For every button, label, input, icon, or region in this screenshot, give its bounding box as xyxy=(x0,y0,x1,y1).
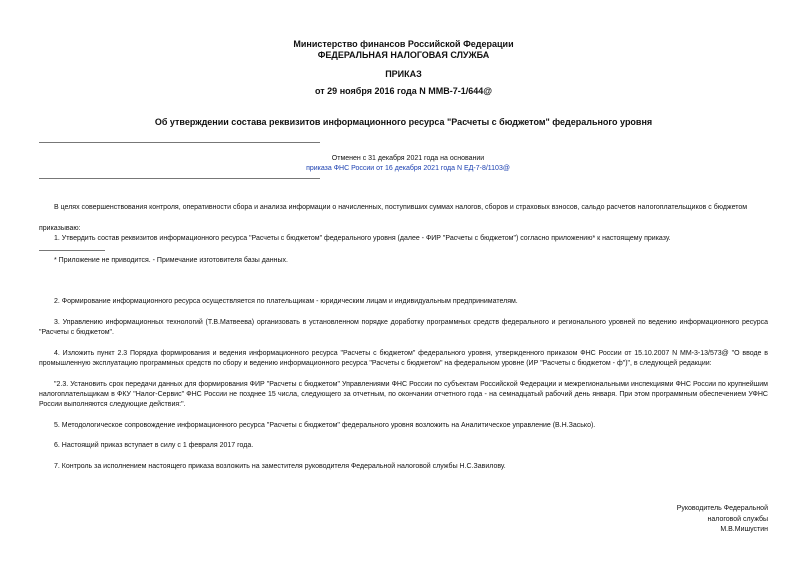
doc-date-number: от 29 ноября 2016 года N ММВ-7-1/644@ xyxy=(315,86,492,96)
paragraph-1: 1. Утвердить состав реквизитов информационного ресурса "Расчеты с бюджетом" федерального уровня (далее - ФИР "Расчеты с бюджетом") согласно приложению* к настоящему приказу. xyxy=(54,235,671,242)
paragraph-2: 2. Формирование информационного ресурса осуществляется по плательщикам - юридическим лицам и индивидуальным предпринимателям. xyxy=(54,298,518,305)
signature-position: Руководитель Федеральной xyxy=(676,505,768,512)
footnote: * Приложение не приводится. - Примечание изготовителя базы данных. xyxy=(54,257,288,264)
footnote-divider xyxy=(39,250,105,251)
paragraph-3: 3. Управлению информационных технологий (Т.В.Матвеева) организовать в установленном порядке доработку программных средств федерального и регионального уровней по ведению информационного ресурса "Расчеты с бюджетом". xyxy=(39,319,768,336)
paragraph-4: 4. Изложить пункт 2.3 Порядка формирования и ведения информационного ресурса "Расчеты с бюджетом" федерального уровня, утвержденного приказом ФНС России от 15.10.2007 N ММ-3-13/573@ "О вводе в промышленную эксплуатацию программных средств по сбору и ведению информационного ресурса "Расчеты с бюджетом" на федеральном уровне (ИР "Расчеты с бюджетом - ф")", в следующей редакции: xyxy=(39,350,768,367)
paragraph-4-quote: "2.3. Установить срок передачи данных для формирования ФИР "Расчеты с бюджетом" Управлениями ФНС России по субъектам Российской Федерации и межрегиональными инспекциями ФНС России по крупнейшим налогоплательщикам в ФКУ "Налог-Сервис" ФНС России не позднее 15 числа, следующего за отчетным, по окончании отчетного года - на семнадцатый рабочий день января. При этом программным обеспечением УФНС России выполняются следующие действия:". xyxy=(39,381,768,408)
cancellation-note xyxy=(240,154,576,174)
preamble: В целях совершенствования контроля, оперативности сбора и анализа информации о начисленных, поступивших суммах налогов, сборов и страховых взносов, сальдо расчетов налогоплательщиков с бюджетом xyxy=(54,204,748,211)
signature-block xyxy=(560,504,768,536)
divider-top xyxy=(39,142,320,143)
doc-title: Об утверждении состава реквизитов информационного ресурса "Расчеты с бюджетом" федерального уровня xyxy=(154,117,653,127)
divider-bottom xyxy=(39,178,320,179)
paragraph-6: 6. Настоящий приказ вступает в силу с 1 февраля 2017 года. xyxy=(54,442,254,449)
cancellation-link[interactable]: приказа ФНС России от 16 декабря 2021 года N ЕД-7-8/1103@ xyxy=(306,165,510,172)
cancellation-text: Отменен с 31 декабря 2021 года на основании xyxy=(331,155,485,162)
signature-name: М.В.Мишустин xyxy=(720,526,768,533)
service-name: ФЕДЕРАЛЬНАЯ НАЛОГОВАЯ СЛУЖБА xyxy=(317,50,490,60)
prikazyvayu: приказываю: xyxy=(39,225,81,232)
doc-type: ПРИКАЗ xyxy=(385,69,422,79)
paragraph-5: 5. Методологическое сопровождение информационного ресурса "Расчеты с бюджетом" федерального уровня возложить на Аналитическое управление (В.Н.Засько). xyxy=(54,422,596,429)
ministry-name: Министерство финансов Российской Федерации xyxy=(293,39,514,49)
paragraph-7: 7. Контроль за исполнением настоящего приказа возложить на заместителя руководителя Федеральной налоговой службы Н.С.Завилову. xyxy=(54,463,506,470)
signature-service: налоговой службы xyxy=(707,515,768,523)
